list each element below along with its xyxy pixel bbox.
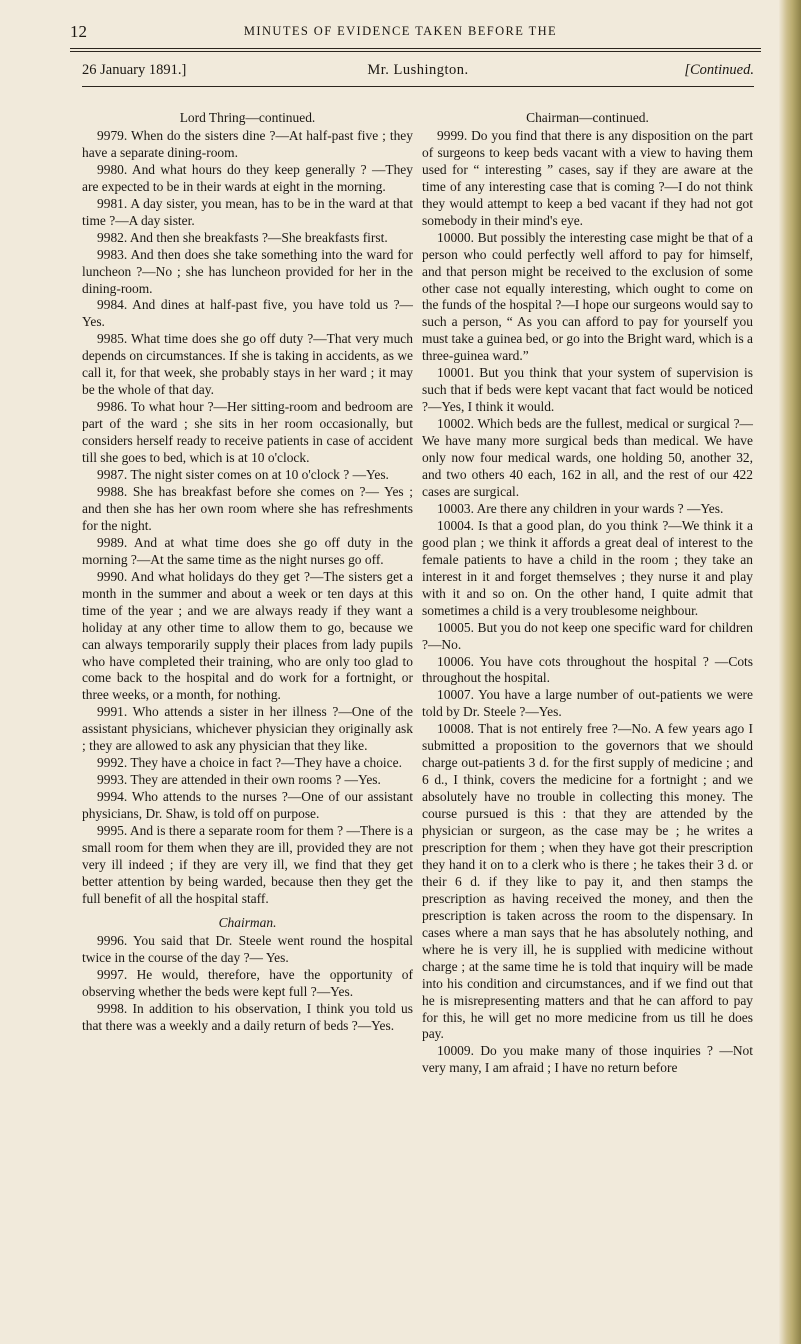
evidence-paragraph: 10003. Are there any children in your wards ? —Yes. [437, 500, 724, 516]
continued-label: [Continued. [684, 62, 754, 78]
evidence-paragraph: 9991. Who attends a sister in her illness ?—One of the assistant physicians, whichever physician they originally ask ; they are allowed to ask any physician that they like. [82, 704, 413, 754]
session-date: 26 January 1891.] [82, 62, 187, 78]
evidence-paragraph: 9996. You said that Dr. Steele went round the hospital twice in the course of the day ?— Yes. [82, 932, 413, 965]
right-column [422, 110, 753, 1077]
evidence-paragraph: 9986. To what hour ?—Her sitting-room and bedroom are part of the ward ; she sits in her room occasionally, but considers herself ready to receive patients in case of accident till she goes to bed, which is at 10 o'clock. [82, 399, 413, 466]
evidence-paragraph: 10009. Do you make many of those inquiries ? —Not very many, I am afraid ; I have no return before [422, 1043, 753, 1076]
evidence-paragraph: 9980. And what hours do they keep generally ? —They are expected to be in their wards at eight in the morning. [82, 161, 413, 194]
evidence-paragraph: 10006. You have cots throughout the hospital ? —Cots throughout the hospital. [422, 653, 753, 686]
running-title: MINUTES OF EVIDENCE TAKEN BEFORE THE [243, 24, 558, 38]
running-head [0, 22, 801, 46]
evidence-paragraph: 9990. And what holidays do they get ?—The sisters get a month in the summer and about a week or ten days at this time of the year ; and we are always ready if they want a holiday at any other time to allow them to go, because we can always temporarily supply their places from lady pupils who have completed their training, who are only too glad to come back to the hospital and do work for a fortnight, or three weeks, or a month, for nothing. [82, 568, 413, 703]
column-heading: Lord Thring—continued. [179, 110, 316, 125]
witness-name: Mr. Lushington. [367, 62, 469, 78]
evidence-paragraph: 9983. And then does she take something into the ward for luncheon ?—No ; she has luncheon provided for her in the dining-room. [82, 246, 413, 296]
evidence-paragraph: 10005. But you do not keep one specific ward for children ?—No. [422, 619, 753, 652]
evidence-paragraph: 9982. And then she breakfasts ?—She breakfasts first. [97, 229, 388, 245]
evidence-paragraph: 9994. Who attends to the nurses ?—One of our assistant physicians, Dr. Shaw, is told off on purpose. [82, 789, 413, 822]
evidence-paragraph: 10000. But possibly the interesting case might be that of a person who could perfectly well afford to pay for himself, and that person might be received to the exclusion of some other case not equally interesting, which ought to come on the funds of the hospital ?—I hope our surgeons would say to such a person, “ As you can afford to pay for yourself you must take a guinea bed, or go into the Bright ward, which is a three-guinea ward.” [422, 229, 754, 364]
left-column [82, 110, 413, 1034]
evidence-paragraph: 9987. The night sister comes on at 10 o'clock ? —Yes. [97, 467, 389, 483]
evidence-paragraph: 10007. You have a large number of out-patients we were told by Dr. Steele ?—Yes. [422, 687, 753, 720]
evidence-paragraph: 10008. That is not entirely free ?—No. A few years ago I submitted a proposition to the governors that we should charge out-patients 3 d. for the first supply of medicine ; and 6 d., I think, covers the medicine for a fortnight ; and we absolutely have no trouble in collecting this money. The course pursued is this : that they are attended by the physician or surgeon, as the case may be ; he writes a prescription for them ; when they have got their prescription they hand it on to a clerk who is there ; he takes their 3 d. or their 6 d. if they like to pay it, and then stamps the prescription as having received the money, and then the prescription is taken across the room to the dispensary. In cases where a man says that he has absolutely nothing, and where he is very ill, he is supplied with medicine without charge ; at the same time he is told that inquiry will be made into his condition and circumstances, and if we find out that he is misrepresenting matters and that he can afford to pay for this, he will get no more medicine from us till he does pay. [422, 721, 753, 1042]
chairman-label: Chairman. [218, 914, 277, 930]
evidence-paragraph: 9988. She has breakfast before she comes on ?— Yes ; and then she has her own room where she has refreshments for the night. [82, 483, 413, 533]
evidence-paragraph: 9993. They are attended in their own rooms ? —Yes. [97, 772, 381, 788]
evidence-paragraph: 9997. He would, therefore, have the opportunity of observing whether the beds were kept full ?—Yes. [82, 966, 413, 999]
session-header [82, 62, 754, 86]
header-rule [70, 48, 761, 49]
evidence-paragraph: 9992. They have a choice in fact ?—They have a choice. [97, 755, 402, 771]
evidence-paragraph: 10001. But you think that your system of supervision is such that if beds were kept vacant that fact would be noticed ?—Yes, I think it would. [422, 365, 753, 415]
section-rule [82, 86, 754, 87]
evidence-paragraph: 9979. When do the sisters dine ?—At half-past five ; they have a separate dining-room. [82, 127, 413, 160]
column-heading: Chairman—continued. [526, 110, 649, 125]
header-rule-thin [70, 51, 761, 52]
column-subheading [82, 915, 413, 932]
evidence-paragraph: 10002. Which beds are the fullest, medical or surgical ?—We have many more surgical beds than medical. We have only now four medical wards, one holding 50, another 32, and two others 40 each, 162 in all, and the rest of our 422 cases are surgical. [422, 416, 753, 499]
evidence-paragraph: 10004. Is that a good plan, do you think ?—We think it a good plan ; we think it affords a great deal of interest to the female patients to have a child in the room ; they take an interest in it and forget themselves ; they nurse it and play with it and so on. On the other hand, I quite admit that sometimes a child is a very troublesome neighbour. [422, 517, 753, 618]
evidence-paragraph: 9995. And is there a separate room for them ? —There is a small room for them when they are ill, provided they are not very ill indeed ; if they are very ill, we find that they get better attention by being warded, because then they get the full benefit of all the hospital staff. [82, 823, 413, 906]
evidence-paragraph: 9998. In addition to his observation, I think you told us that there was a weekly and a daily return of beds ?—Yes. [82, 1000, 413, 1033]
evidence-paragraph: 9985. What time does she go off duty ?—That very much depends on circumstances. If she is taking in accidents, as we call it, for that week, she probably stays in her ward ; it may be the whole of that day. [82, 331, 413, 398]
page-number: 12 [70, 22, 87, 41]
evidence-paragraph: 9981. A day sister, you mean, has to be in the ward at that time ?—A day sister. [82, 195, 413, 228]
evidence-paragraph: 9984. And dines at half-past five, you have told us ?—Yes. [82, 297, 413, 330]
page-edge [779, 0, 801, 1344]
evidence-paragraph: 9999. Do you find that there is any disposition on the part of surgeons to keep beds vacant with a view to having them used for “ interesting ” cases, say if they are aware at the time of any interesting case that is coming ?—I do not think they would attempt to keep a bed vacant if they had not got somebody in their mind's eye. [422, 127, 753, 228]
evidence-paragraph: 9989. And at what time does she go off duty in the morning ?—At the same time as the night nurses go off. [82, 534, 413, 567]
